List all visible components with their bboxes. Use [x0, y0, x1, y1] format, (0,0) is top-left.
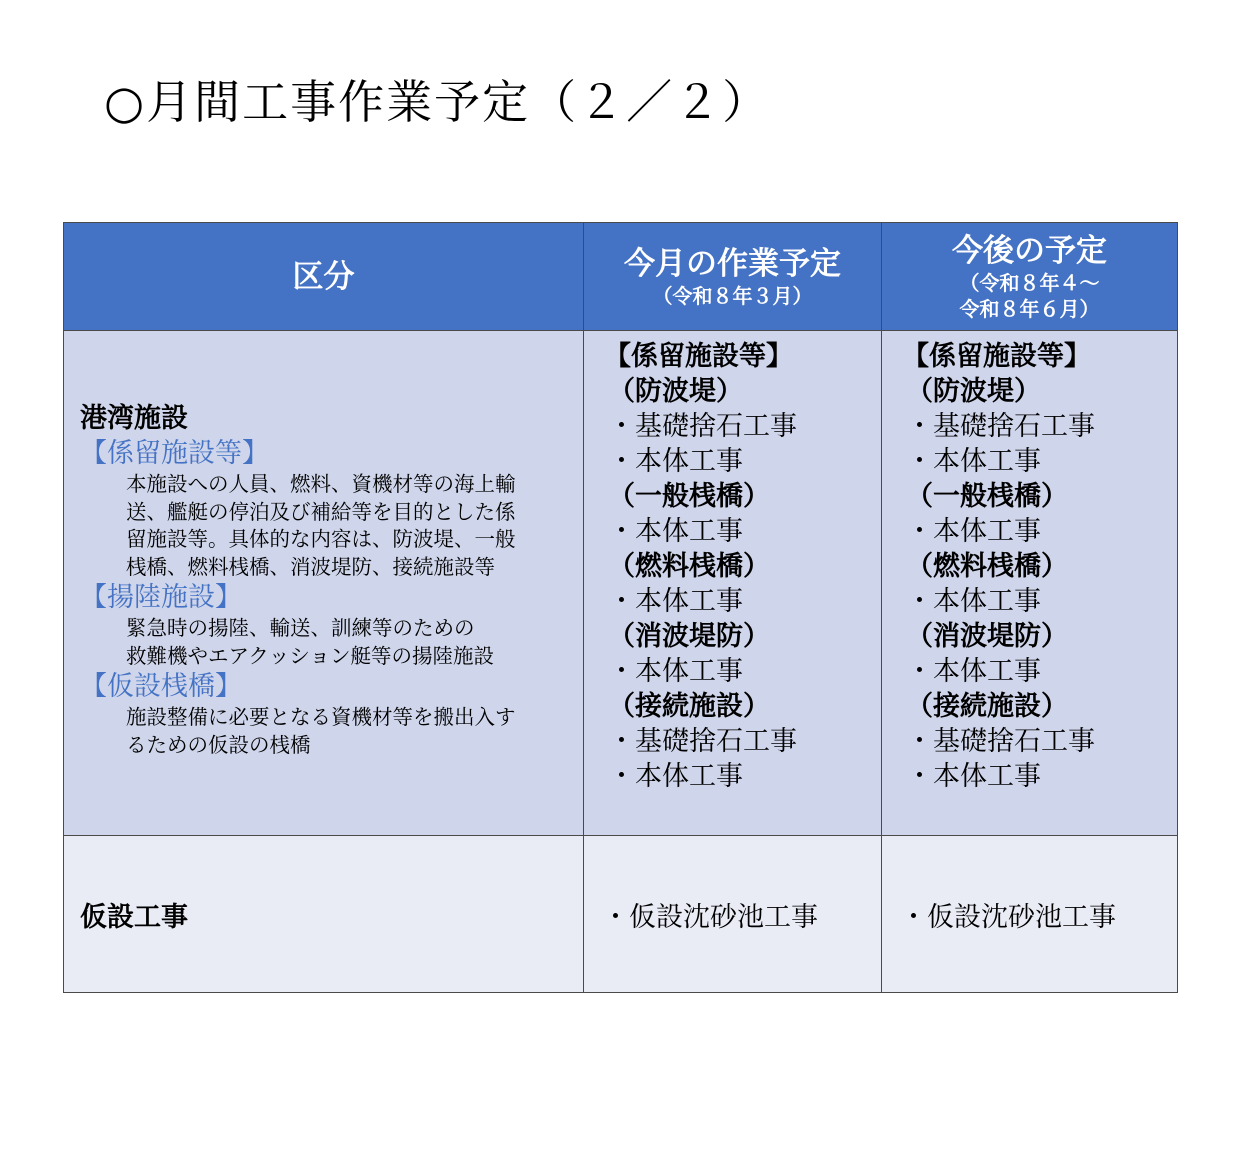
temporary-category-cell — [64, 836, 584, 993]
work-item: ・ 本体工事 — [906, 759, 1177, 794]
section-heading-mooring: 【係留施設等】 — [80, 438, 269, 469]
work-group-heading: （接続施設） — [608, 691, 770, 722]
work-item: ・ 本体工事 — [906, 584, 1177, 619]
header-future — [882, 223, 1178, 331]
section-desc-line: 施設整備に必要となる資機材等を搬出入す — [126, 705, 516, 729]
page-title: ○月間工事作業予定（２／２） — [104, 75, 771, 129]
work-item: ・ 本体工事 — [608, 514, 881, 549]
work-item: ・ 本体工事 — [608, 444, 881, 479]
header-future-period-line1: （令和８年４～ — [959, 270, 1100, 295]
header-future-title: 今後の予定 — [952, 232, 1107, 269]
section-heading-temp-pier: 【仮設桟橋】 — [80, 671, 242, 702]
work-item: ・ 本体工事 — [608, 759, 881, 794]
section-desc-line: 留施設等。具体的な内容は、防波堤、一般 — [126, 527, 516, 551]
header-future-period-line2: 令和８年６月） — [959, 296, 1100, 321]
section-desc-line: るための仮設の桟橋 — [126, 732, 311, 757]
temporary-category-title: 仮設工事 — [80, 901, 188, 933]
temporary-work-row — [64, 836, 1178, 993]
work-item: ・ 本体工事 — [906, 444, 1177, 479]
work-group-heading: （消波堤防） — [608, 621, 770, 652]
temporary-future-cell — [882, 836, 1178, 993]
schedule-table — [63, 222, 1178, 993]
work-group-heading: （防波堤） — [906, 376, 1041, 407]
work-group-heading: （燃料桟橋） — [608, 551, 770, 582]
section-desc-line: 緊急時の揚陸、輸送、訓練等のための — [126, 616, 475, 640]
port-current-cell — [584, 331, 882, 836]
section-desc-line: 救難機やエアクッション艇等の揚陸施設 — [126, 643, 494, 668]
work-group-heading: （防波堤） — [608, 376, 743, 407]
port-category-cell — [64, 331, 584, 836]
temporary-future-item: ・ 仮設沈砂池工事 — [882, 902, 1116, 933]
current-work-list — [584, 331, 881, 794]
work-item: ・ 本体工事 — [906, 654, 1177, 689]
port-facility-row — [64, 331, 1178, 836]
port-category-title: 港湾施設 — [80, 403, 188, 434]
temporary-current-item: ・ 仮設沈砂池工事 — [584, 902, 818, 933]
header-current — [584, 223, 882, 331]
work-group-heading: （一般桟橋） — [608, 481, 770, 512]
work-item: ・ 基礎捨石工事 — [906, 409, 1177, 444]
work-item: ・ 基礎捨石工事 — [608, 724, 881, 759]
header-category-label: 区分 — [292, 258, 355, 295]
work-group-heading: （接続施設） — [906, 691, 1068, 722]
header-current-title: 今月の作業予定 — [624, 245, 841, 282]
work-item: ・ 基礎捨石工事 — [608, 409, 881, 444]
header-category — [64, 223, 584, 331]
work-group-heading: 【係留施設等】 — [604, 341, 793, 372]
header-current-period: （令和８年３月） — [652, 283, 813, 308]
section-desc-line: 送、艦艇の停泊及び補給等を目的とした係 — [126, 499, 516, 524]
work-item: ・ 本体工事 — [906, 514, 1177, 549]
future-work-list — [882, 331, 1177, 794]
section-desc-line: 本施設への人員、燃料、資機材等の海上輸 — [126, 472, 516, 496]
work-group-heading: （一般桟橋） — [906, 481, 1068, 512]
header-row — [64, 223, 1178, 331]
port-category — [64, 331, 583, 759]
work-item: ・ 本体工事 — [608, 654, 881, 689]
section-heading-landing: 【揚陸施設】 — [80, 582, 242, 613]
work-item: ・ 本体工事 — [608, 584, 881, 619]
temporary-current-cell — [584, 836, 882, 993]
work-item: ・ 基礎捨石工事 — [906, 724, 1177, 759]
work-group-heading: 【係留施設等】 — [902, 341, 1091, 372]
section-desc-line: 桟橋、燃料桟橋、消波堤防、接続施設等 — [126, 554, 495, 579]
work-group-heading: （消波堤防） — [906, 621, 1068, 652]
work-group-heading: （燃料桟橋） — [906, 551, 1068, 582]
port-future-cell — [882, 331, 1178, 836]
